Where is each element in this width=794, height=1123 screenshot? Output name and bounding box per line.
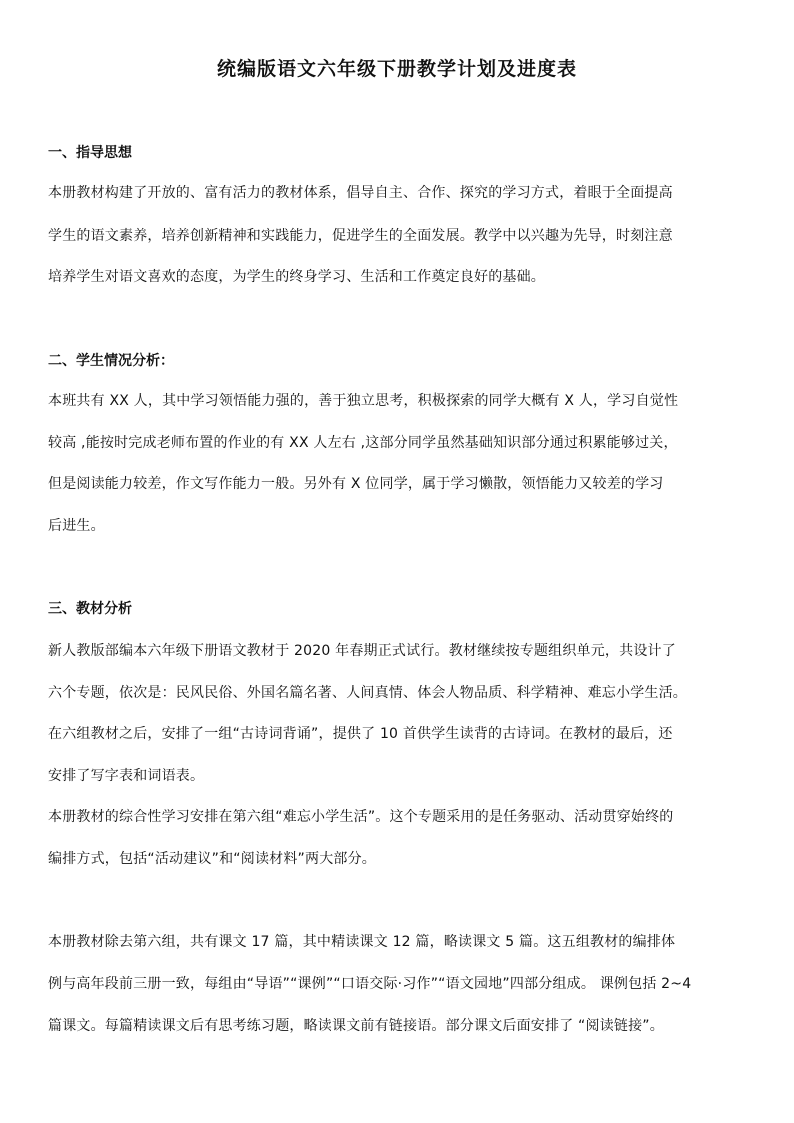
paragraph-line: 篇课文。每篇精读课文后有思考练习题，略读课文前有链接语。部分课文后面安排了 “阅读链接”。 [48,1018,664,1034]
paragraph-line: 本册教材除去第六组，共有课文 17 篇，其中精读课文 12 篇，略读课文 5 篇。这五组教材的编排体 [48,934,676,950]
paragraph-line: 学生的语文素养，培养创新精神和实践能力，促进学生的全面发展。教学中以兴趣为先导，时刻注意 [48,228,673,244]
paragraph-line: 较高 ,能按时完成老师布置的作业的有 XX 人左右 ,这部分同学虽然基础知识部分通过积累能够过关， [48,435,678,451]
paragraph-line: 但是阅读能力较差，作文写作能力一般。另外有 X 位同学，属于学习懒散，领悟能力又较差的学习 [48,476,664,492]
section-heading-student-analysis: 二、学生情况分析： [48,353,174,369]
section-heading-guiding-ideology: 一、指导思想 [48,145,132,161]
document-title: 统编版语文六年级下册教学计划及进度表 [216,58,577,80]
paragraph-line: 本册教材构建了开放的、富有活力的教材体系，倡导自主、合作、探究的学习方式，着眼于全面提高 [48,185,673,201]
paragraph-line: 本册教材的综合性学习安排在第六组“难忘小学生活”。这个专题采用的是任务驱动、活动贯穿始终的 [48,809,674,825]
paragraph-line: 例与高年段前三册一致，每组由“导语”“课例”“口语交际·习作”“语文园地”四部分组成。 课例包括 2~4 [48,976,692,992]
paragraph-line: 新人教版部编本六年级下册语文教材于 2020 年春期正式试行。教材继续按专题组织单元，共设计了 [48,643,676,659]
section-heading-textbook-analysis: 三、教材分析 [48,601,132,617]
paragraph-line: 安排了写字表和词语表。 [48,768,205,784]
paragraph-line: 六个专题，依次是：民风民俗、外国名篇名著、人间真情、体会人物品质、科学精神、难忘小学生活。 [48,685,687,701]
paragraph-line: 本班共有 XX 人，其中学习领悟能力强的，善于独立思考，积极探索的同学大概有 X 人，学习自觉性 [48,393,679,409]
paragraph-line: 培养学生对语文喜欢的态度，为学生的终身学习、生活和工作奠定良好的基础。 [48,269,545,285]
paragraph-line: 在六组教材之后，安排了一组“古诗词背诵”，提供了 10 首供学生读背的古诗词。在教材的最后，还 [48,726,673,742]
paragraph-line: 后进生。 [48,518,105,534]
paragraph-line: 编排方式，包括“活动建议”和“阅读材料”两大部分。 [48,851,377,867]
